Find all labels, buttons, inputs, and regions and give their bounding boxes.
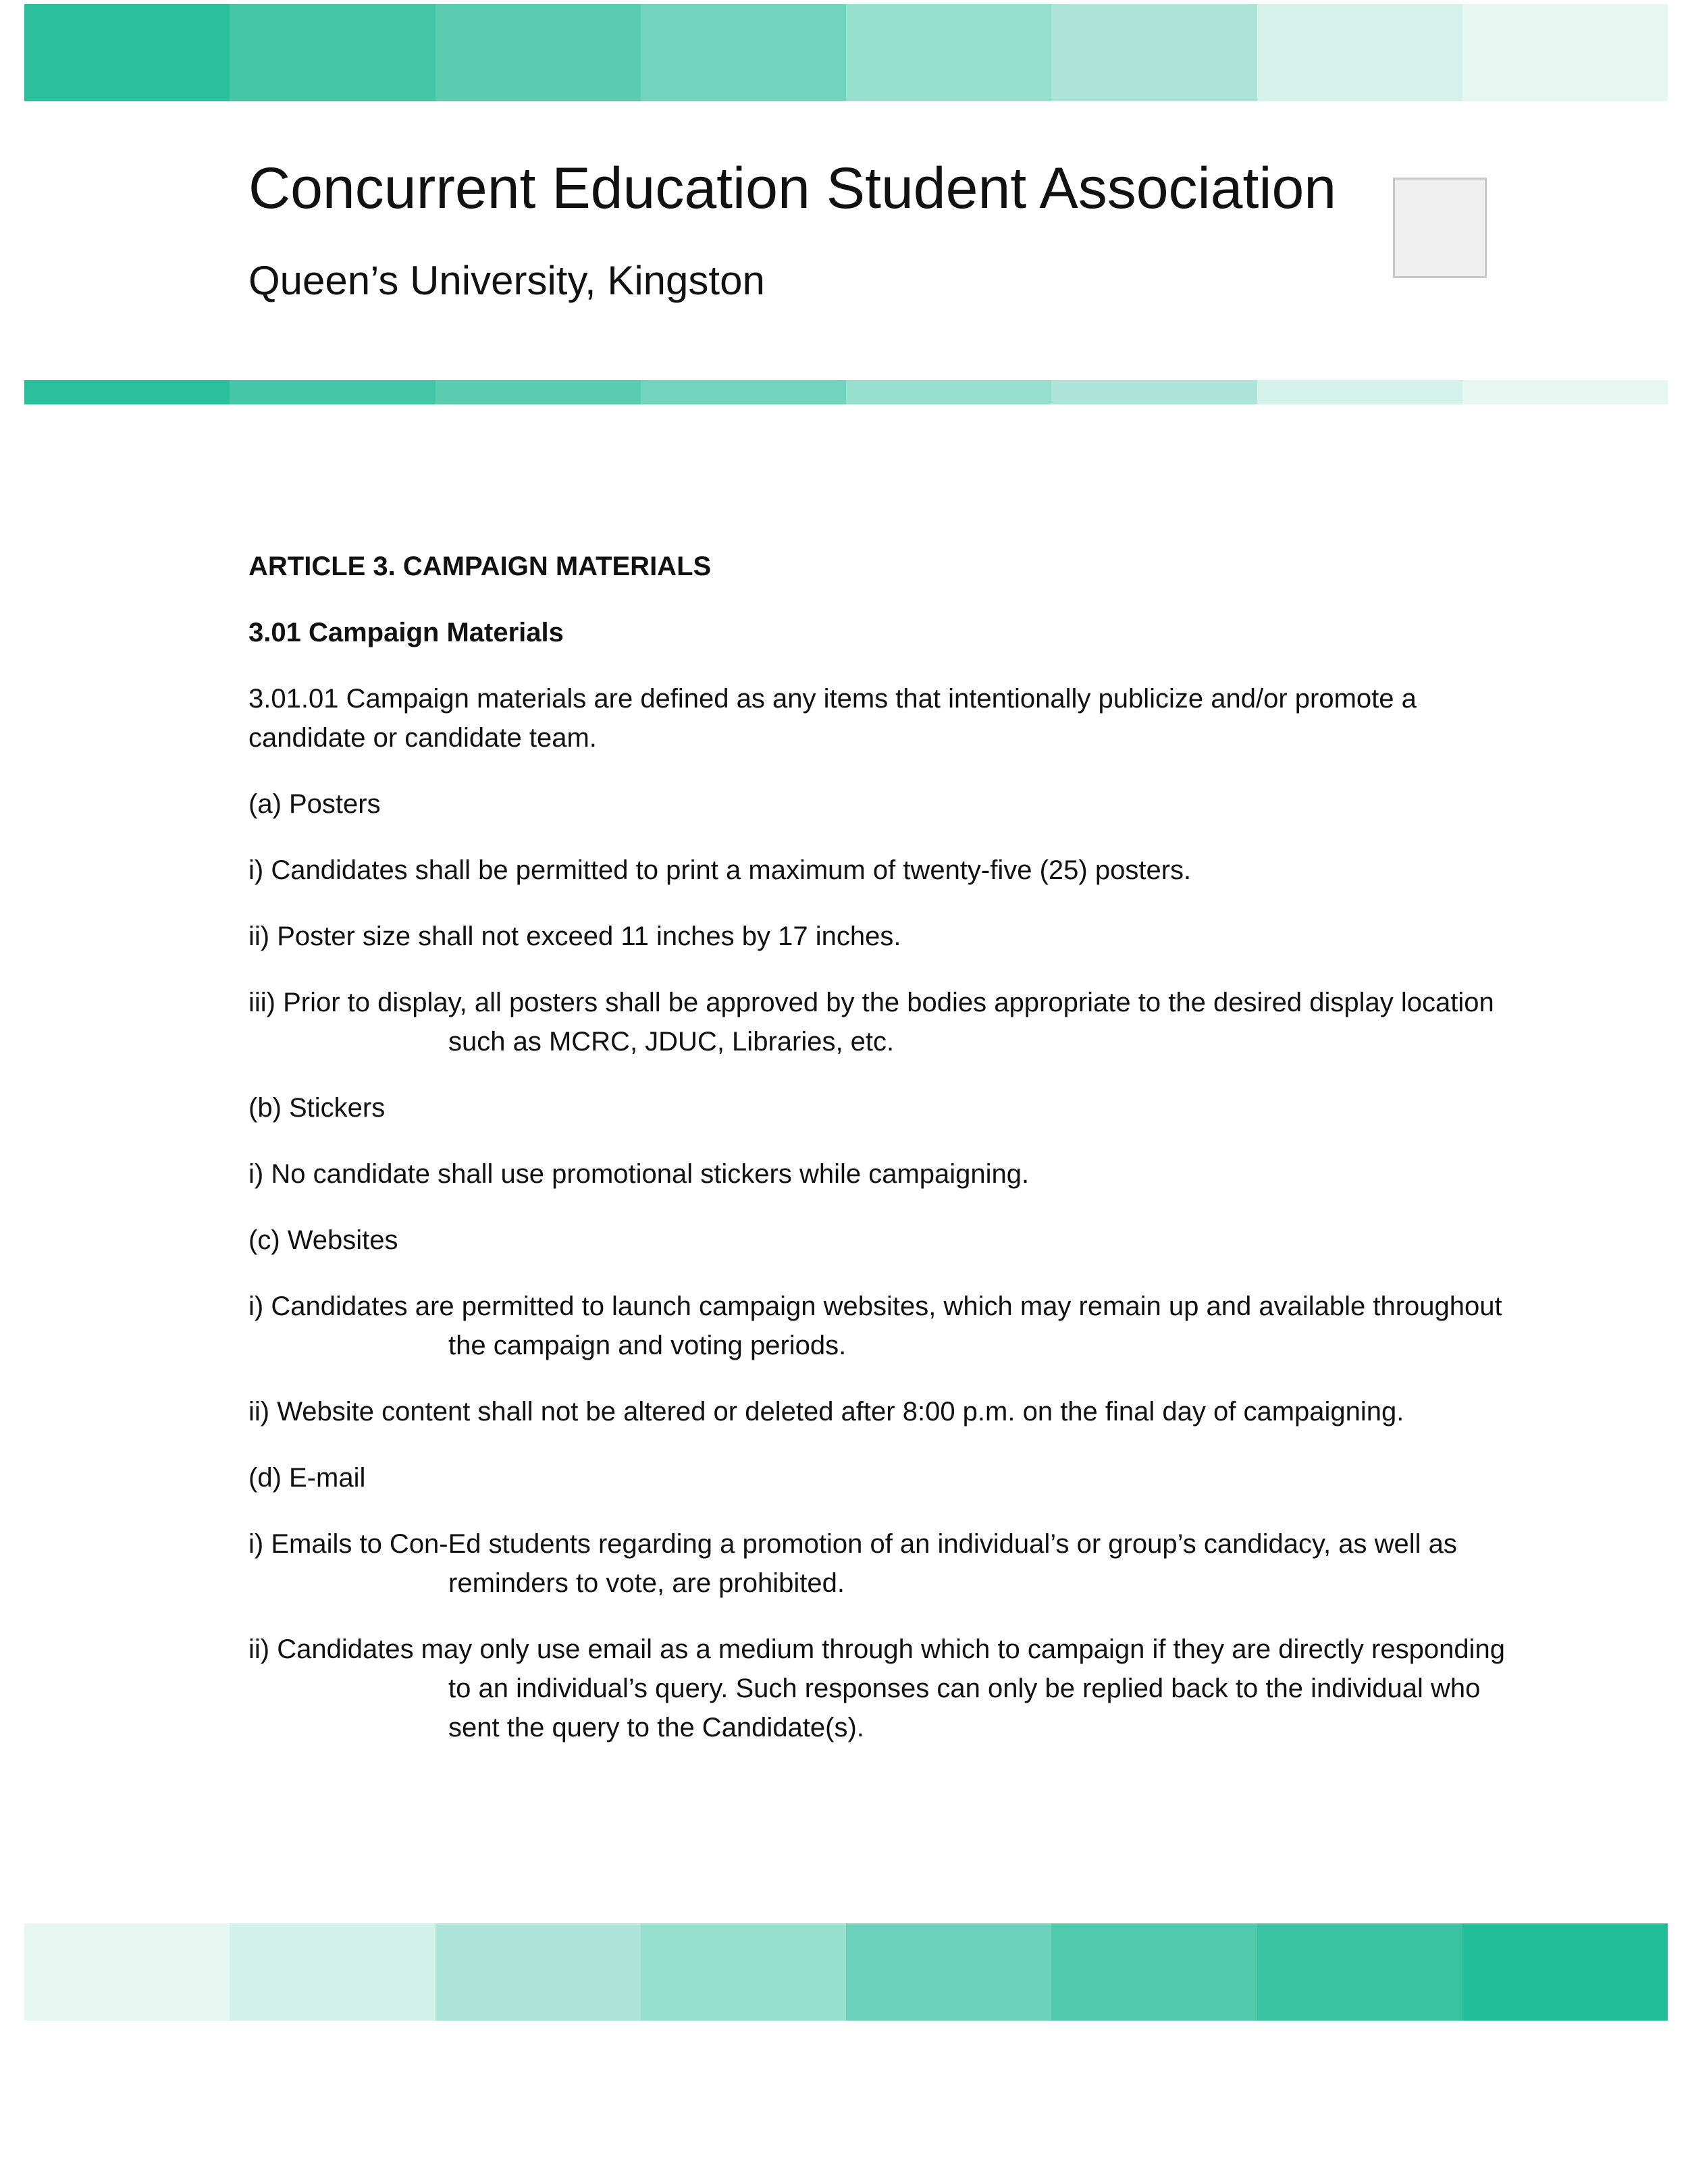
document-title: Concurrent Education Student Association [248, 156, 1337, 221]
group-label-websites: (c) Websites [248, 1225, 398, 1255]
band-segment [846, 380, 1051, 404]
band-segment [1051, 4, 1257, 101]
band-segment [1462, 380, 1668, 404]
header-color-band [24, 4, 1668, 101]
band-segment [436, 1923, 641, 2021]
band-segment [230, 380, 435, 404]
list-item: i) Candidates are permitted to launch campaign websites, which may remain up and available throughout the campaign and voting periods. [248, 1291, 1502, 1360]
band-segment [641, 380, 846, 404]
band-segment [846, 4, 1051, 101]
list-item: iii) Prior to display, all posters shall be approved by the bodies appropriate to the desired display location such as MCRC, JDUC, Libraries, etc. [248, 988, 1494, 1057]
section-heading: 3.01 Campaign Materials [248, 618, 564, 647]
band-segment [641, 4, 846, 101]
band-segment [846, 1923, 1051, 2021]
band-segment [1257, 1923, 1462, 2021]
band-segment [230, 1923, 435, 2021]
band-segment [230, 4, 435, 101]
band-segment [1462, 1923, 1668, 2021]
article-heading: ARTICLE 3. CAMPAIGN MATERIALS [248, 552, 712, 581]
list-item: i) Emails to Con-Ed students regarding a promotion of an individual’s or group’s candidacy, as well as reminders to vote, are prohibited. [248, 1529, 1457, 1598]
section-intro: 3.01.01 Campaign materials are defined as any items that intentionally publicize and/or promote a candidate or candidate team. [248, 684, 1417, 753]
list-item: ii) Website content shall not be altered or deleted after 8:00 p.m. on the final day of campaigning. [248, 1397, 1404, 1427]
list-item: ii) Poster size shall not exceed 11 inches by 17 inches. [248, 922, 901, 951]
group-label-posters: (a) Posters [248, 789, 381, 819]
list-item: i) Candidates shall be permitted to print a maximum of twenty-five (25) posters. [248, 855, 1192, 885]
divider-color-band [24, 380, 1668, 404]
band-segment [436, 380, 641, 404]
band-segment [24, 1923, 230, 2021]
band-segment [1462, 4, 1668, 101]
band-segment [1051, 1923, 1257, 2021]
band-segment [436, 4, 641, 101]
band-segment [1257, 380, 1462, 404]
group-label-stickers: (b) Stickers [248, 1093, 386, 1123]
logo-placeholder [1393, 178, 1487, 278]
band-segment [24, 4, 230, 101]
band-segment [1257, 4, 1462, 101]
list-item: ii) Candidates may only use email as a medium through which to campaign if they are directly responding to an individual’s query. Such responses can only be replied back to the individual who sent the query to the Candidate(s). [248, 1634, 1505, 1742]
group-label-email: (d) E-mail [248, 1463, 366, 1493]
band-segment [24, 380, 230, 404]
list-item: i) No candidate shall use promotional stickers while campaigning. [248, 1159, 1030, 1189]
band-segment [1051, 380, 1257, 404]
document-subtitle: Queen’s University, Kingston [248, 258, 765, 303]
document-body [248, 547, 1518, 1774]
footer-color-band [24, 1923, 1668, 2021]
band-segment [641, 1923, 846, 2021]
